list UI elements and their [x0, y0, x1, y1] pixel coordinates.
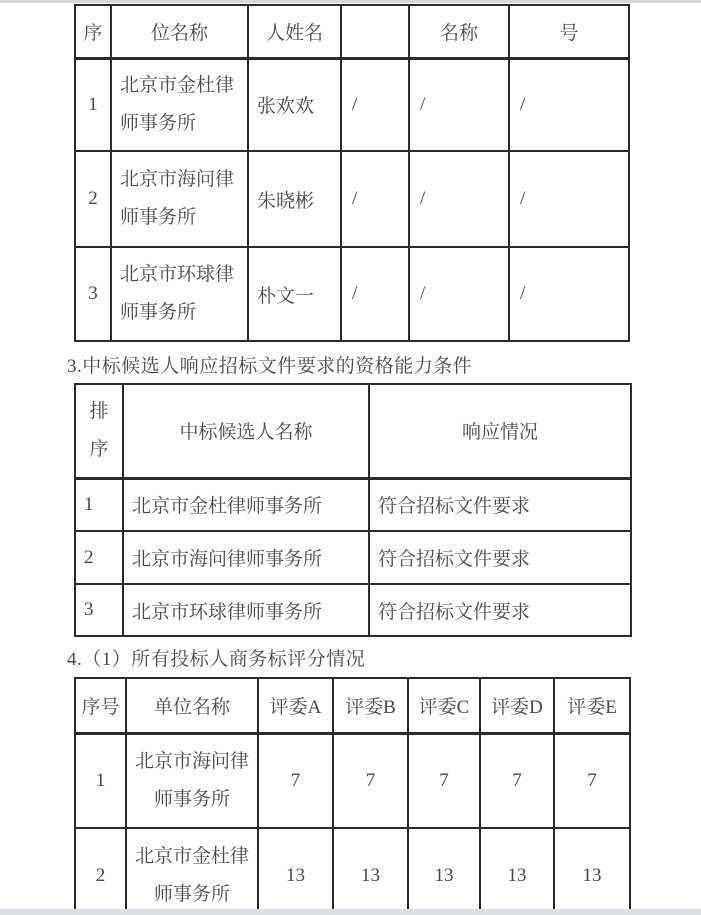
col-header-contact-name: 人姓名: [248, 5, 341, 58]
table-row: [75, 531, 631, 584]
company-cell: 北京市金杜律师事务所: [123, 478, 369, 531]
qualification-response-table: [74, 383, 632, 637]
slash-cell: /: [341, 58, 409, 151]
rank-cell: 1: [75, 478, 123, 531]
page-top-edge: [0, 0, 701, 3]
score-cell: 7: [480, 733, 554, 828]
score-cell: 7: [408, 733, 480, 828]
col-header-judge-c: 评委C: [408, 678, 480, 733]
slash-cell: /: [409, 151, 509, 247]
response-cell: 符合招标文件要求: [369, 531, 631, 584]
slash-cell: /: [341, 151, 409, 247]
rank-cell: 2: [75, 531, 123, 584]
table-row: [75, 478, 631, 531]
col-header-unit-name: 位名称: [111, 5, 248, 58]
business-score-table: [74, 677, 631, 915]
table-row: [75, 58, 629, 151]
section-4-heading: 4.（1）所有投标人商务标评分情况: [67, 649, 366, 670]
slash-cell: /: [509, 58, 629, 151]
col-header-candidate: 中标候选人名称: [123, 384, 369, 478]
col-header-judge-e: 评委E: [554, 678, 630, 733]
company-cell: 北京市环球律师事务所: [123, 584, 369, 636]
company-cell: 北京市环球律师事务所: [111, 247, 248, 341]
contact-name-cell: 朴文一: [248, 247, 341, 341]
section-3-heading: 3.中标候选人响应招标文件要求的资格能力条件: [67, 356, 473, 377]
score-cell: 13: [408, 828, 480, 915]
contact-name-cell: 张欢欢: [248, 58, 341, 151]
score-cell: 13: [480, 828, 554, 915]
score-cell: 13: [554, 828, 630, 915]
col-header-unit-name: 单位名称: [126, 678, 258, 733]
col-header-response: 响应情况: [369, 384, 631, 478]
company-cell: 北京市海问律师事务所: [111, 151, 248, 247]
col-header-seq: 序: [75, 5, 111, 58]
company-cell: 北京市金杜律师事务所: [111, 58, 248, 151]
col-header-judge-a: 评委A: [258, 678, 333, 733]
col-header-number: 号: [509, 5, 629, 58]
table-row: [75, 584, 631, 636]
table-row: [75, 151, 629, 247]
rank-cell: 3: [75, 584, 123, 636]
col-header-judge-b: 评委B: [333, 678, 408, 733]
col-header-judge-d: 评委D: [480, 678, 554, 733]
table-row: [75, 828, 630, 915]
slash-cell: /: [509, 247, 629, 341]
slash-cell: /: [409, 58, 509, 151]
slash-cell: /: [509, 151, 629, 247]
response-cell: 符合招标文件要求: [369, 478, 631, 531]
col-header-blank: [341, 5, 409, 58]
contact-name-cell: 朱晓彬: [248, 151, 341, 247]
score-cell: 13: [333, 828, 408, 915]
table-row: [75, 247, 629, 341]
company-cell: 北京市海问律师事务所: [123, 531, 369, 584]
page-bottom-edge: [0, 909, 701, 915]
company-cell: 北京市海问律师事务所: [126, 733, 258, 828]
col-header-name: 名称: [409, 5, 509, 58]
header-continuation-table: [74, 4, 630, 342]
slash-cell: /: [409, 247, 509, 341]
table-header-row: [75, 384, 631, 478]
table-header-row: [75, 5, 629, 58]
table-header-row: [75, 678, 630, 733]
seq-cell: 3: [75, 247, 111, 341]
seq-cell: 1: [75, 733, 126, 828]
score-cell: 7: [258, 733, 333, 828]
score-cell: 13: [258, 828, 333, 915]
score-cell: 7: [554, 733, 630, 828]
col-header-rank: 排序: [75, 384, 123, 478]
seq-cell: 1: [75, 58, 111, 151]
score-cell: 7: [333, 733, 408, 828]
seq-cell: 2: [75, 828, 126, 915]
seq-cell: 2: [75, 151, 111, 247]
table-row: [75, 733, 630, 828]
slash-cell: /: [341, 247, 409, 341]
response-cell: 符合招标文件要求: [369, 584, 631, 636]
company-cell: 北京市金杜律师事务所: [126, 828, 258, 915]
col-header-seq: 序号: [75, 678, 126, 733]
